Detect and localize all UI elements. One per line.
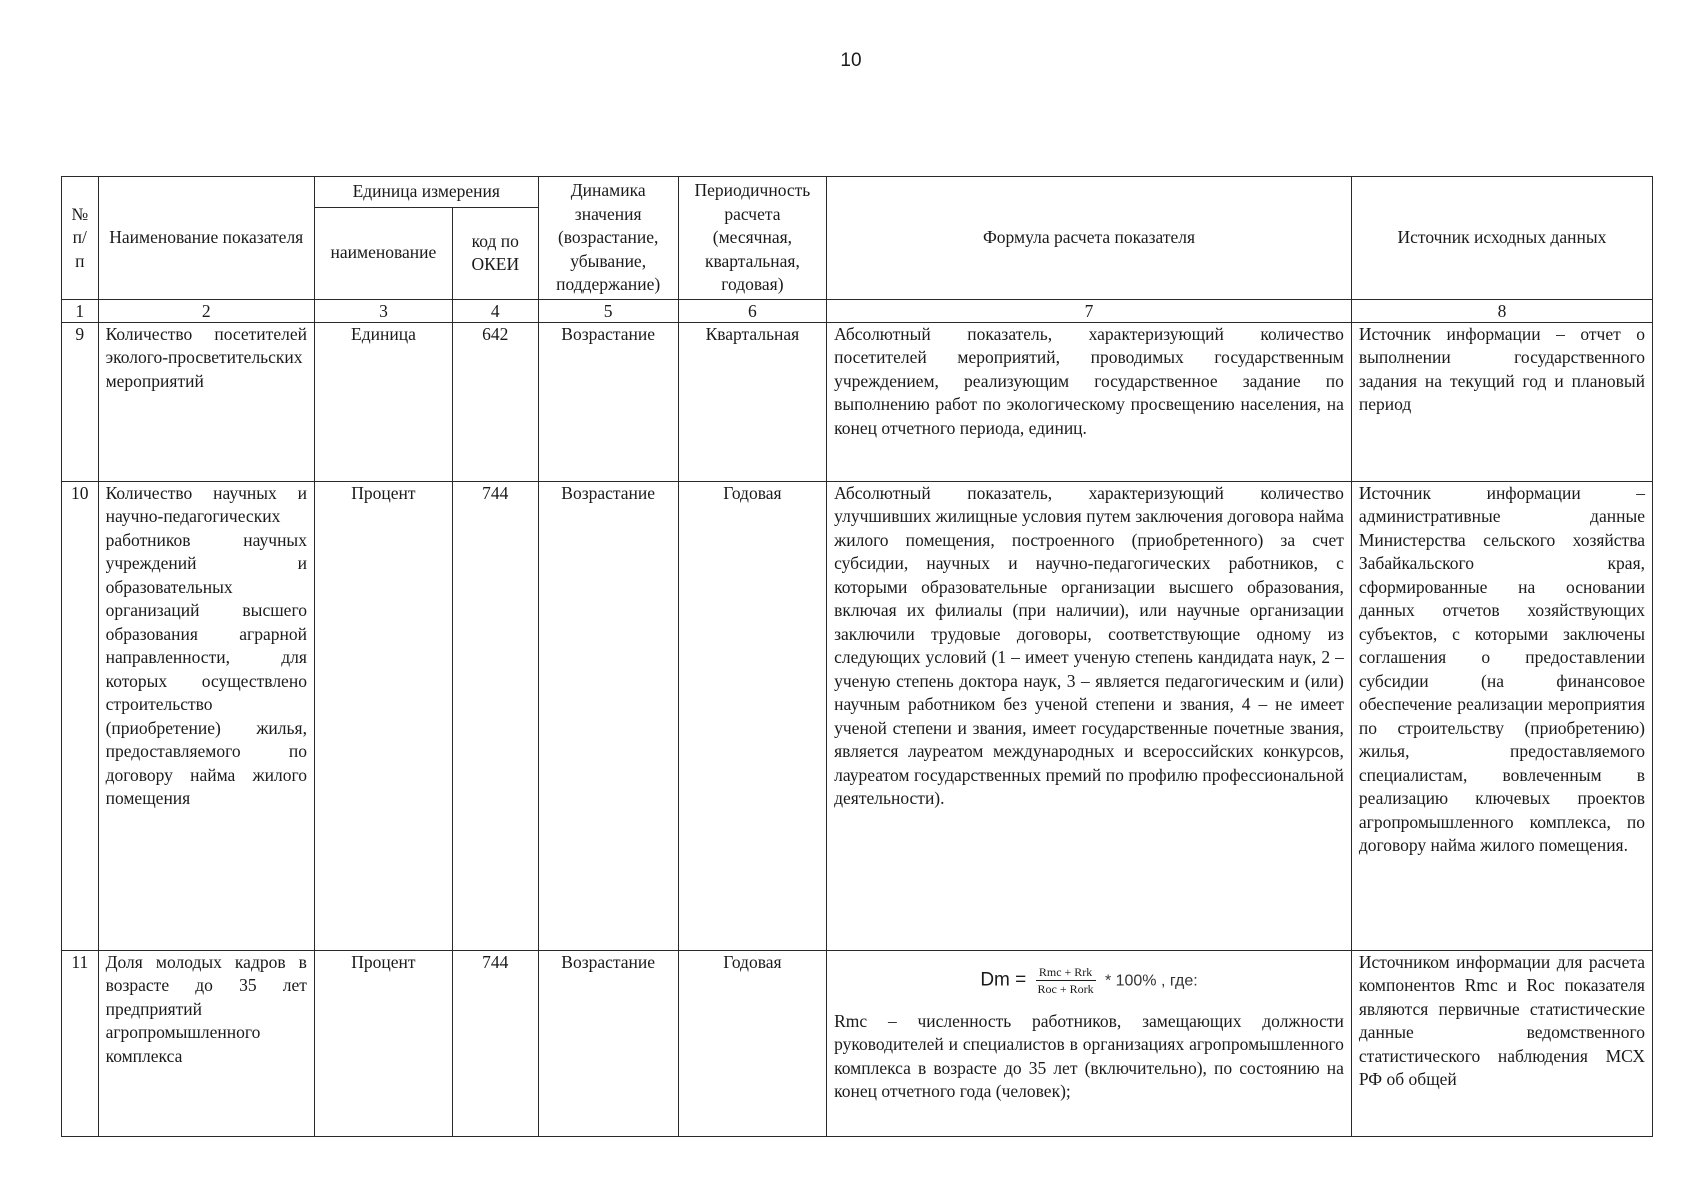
header-num: № п/п — [62, 177, 99, 300]
calculation-formula: Абсолютный показатель, характеризующий количество улучшивших жилищные условия путем заключения договора найма жилого помещения, построенного (приобретенного) за счет субсидии, научных и научно-педагогических работников, с которыми образовательные организации высшего образования, включая их филиалы (при наличии), или научные организации заключили трудовые договоры, соответствующие одному из следующих условий (1 – имеет ученую степень кандидата наук, 2 – ученую степень доктора наук, 3 – является педагогическим и (или) научным работником без ученой степени и звания, 4 – не имеет ученой степени и звания, имеет государственные почетные звания, является лауреатом международных и всероссийских конкурсов, лауреатом государственных премий по профилю профессиональной деятельности). — [827, 481, 1352, 950]
formula-rest: * 100% , где: — [1104, 972, 1198, 990]
dynamics: Возрастание — [538, 322, 678, 481]
table-row — [62, 481, 1653, 950]
indicators-table — [61, 176, 1653, 1137]
row-number: 11 — [62, 950, 99, 1136]
header-dynamics: Динамика значения (возрастание, убывание, поддержание) — [538, 177, 678, 300]
column-number: 1 — [62, 299, 99, 322]
unit-code: 744 — [452, 950, 538, 1136]
page-number: 10 — [840, 50, 862, 71]
column-number: 4 — [452, 299, 538, 322]
column-number: 7 — [827, 299, 1352, 322]
header-source: Источник исходных данных — [1351, 177, 1652, 300]
column-number: 5 — [538, 299, 678, 322]
header-name: Наименование показателя — [98, 177, 314, 300]
indicator-name: Количество посетителей эколого-просветительских мероприятий — [98, 322, 314, 481]
dynamics: Возрастание — [538, 481, 678, 950]
header-unit-code: код по ОКЕИ — [452, 207, 538, 299]
formula-fraction — [1036, 965, 1096, 996]
calculation-formula: Абсолютный показатель, характеризующий количество посетителей мероприятий, проводимых государственным учреждением, реализующим государственное задание по выполнению работ по экологическому просвещению населения, на конец отчетного периода, единиц. — [827, 322, 1352, 481]
header-formula: Формула расчета показателя — [827, 177, 1352, 300]
unit-name: Единица — [314, 322, 452, 481]
unit-code: 642 — [452, 322, 538, 481]
periodicity: Квартальная — [678, 322, 826, 481]
unit-name: Процент — [314, 481, 452, 950]
formula-expression — [834, 965, 1344, 996]
column-number: 2 — [98, 299, 314, 322]
header-unit-group: Единица измерения — [314, 177, 538, 208]
calculation-formula: Rmc – численность работников, замещающих должности руководителей и специалистов в организациях агропромышленного комплекса в возрасте до 35 лет (включительно), по состоянию на конец отчетного года (человек); — [834, 1010, 1344, 1101]
table-row — [62, 950, 1653, 1136]
unit-name: Процент — [314, 950, 452, 1136]
data-source: Источник информации – отчет о выполнении государственного задания на текущий год и плановый период — [1351, 322, 1652, 481]
header-row-1 — [62, 177, 1653, 208]
data-source: Источником информации для расчета компонентов Rmc и Roc показателя являются первичные статистические данные ведомственного статистического наблюдения МСХ РФ об общей — [1351, 950, 1652, 1136]
column-number: 6 — [678, 299, 826, 322]
column-number-row — [62, 299, 1653, 322]
column-number: 3 — [314, 299, 452, 322]
periodicity: Годовая — [678, 481, 826, 950]
indicator-name: Количество научных и научно-педагогических работников научных учреждений и образовательных организаций высшего образования аграрной направленности, для которых осуществлено строительство (приобретение) жилья, предоставляемого по договору найма жилого помещения — [98, 481, 314, 950]
formula-lhs: Dm = — [980, 969, 1027, 991]
indicator-name: Доля молодых кадров в возрасте до 35 лет предприятий агропромышленного комплекса — [98, 950, 314, 1136]
periodicity: Годовая — [678, 950, 826, 1136]
formula-numerator: Rmc + Rrk — [1036, 965, 1096, 981]
calculation-formula-cell — [827, 950, 1352, 1136]
column-number: 8 — [1351, 299, 1652, 322]
row-number: 10 — [62, 481, 99, 950]
row-number: 9 — [62, 322, 99, 481]
formula-denominator: Roc + Rork — [1037, 981, 1094, 996]
data-source: Источник информации – административные данные Министерства сельского хозяйства Забайкальского края, сформированные на основании данных отчетов хозяйствующих субъектов, с которыми заключены соглашения о предоставлении субсидии (на финансовое обеспечение реализации мероприятия по строительству (приобретению) жилья, предоставляемого специалистам, вовлеченным в реализацию ключевых проектов агропромышленного комплекса, по договору найма жилого помещения. — [1351, 481, 1652, 950]
table-row — [62, 322, 1653, 481]
header-periodicity: Периодичность расчета (месячная, квартальная, годовая) — [678, 177, 826, 300]
header-unit-name: наименование — [314, 207, 452, 299]
dynamics: Возрастание — [538, 950, 678, 1136]
unit-code: 744 — [452, 481, 538, 950]
